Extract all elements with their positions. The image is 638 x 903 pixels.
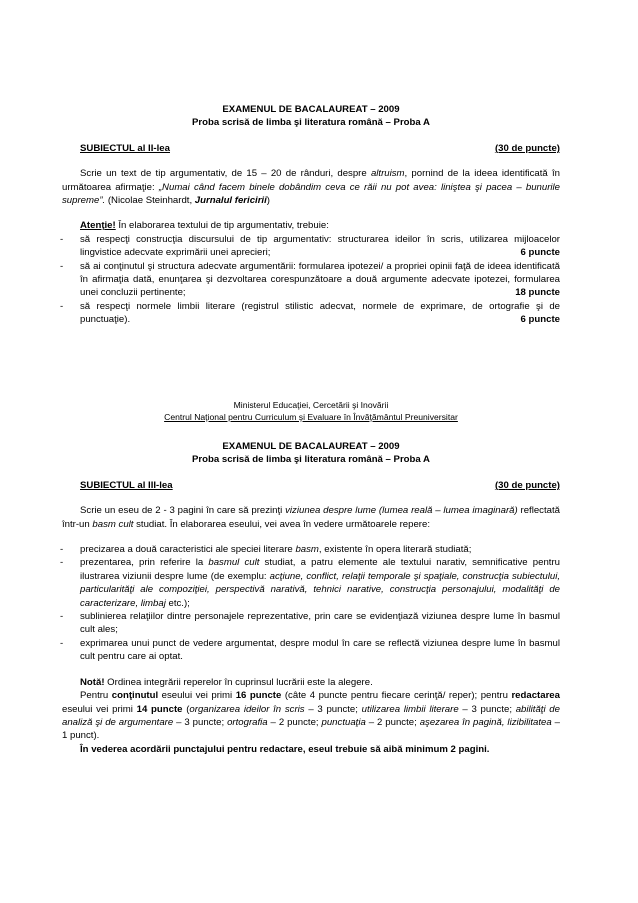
page-footer — [62, 399, 560, 423]
subject-points: (30 de puncte) — [494, 479, 560, 491]
subject-label: SUBIECTUL al III-lea — [80, 479, 173, 491]
list-item: - să respecţi construcţia discursului de tip argumentativ: structurarea ideilor în scris, utilizarea mijloacelor lingvistice adecvate exprimării unei aprecieri; 6 puncte — [62, 233, 560, 260]
list-item: - precizarea a două caracteristici ale speciei literare basm, existente în opera literară studiată; — [62, 543, 560, 556]
list-item: - exprimarea unui punct de vedere argumentat, despre modul în care se reflectă viziunea despre lume în basmul cult pentru care ai optat. — [62, 637, 560, 664]
requirements-list — [62, 233, 560, 327]
exam-subtitle: Proba scrisă de limba şi literatura română – Proba A — [192, 454, 430, 466]
center-line: Centrul Naţional pentru Curriculum şi Evaluare în Învăţământul Preuniversitar — [164, 412, 458, 422]
exam-title: EXAMENUL DE BACALAUREAT – 2009 — [222, 104, 400, 115]
ministry-line: Ministerul Educaţiei, Cercetării şi Inovării — [233, 400, 389, 410]
exam-title: EXAMENUL DE BACALAUREAT – 2009 — [222, 441, 400, 452]
subject-label: SUBIECTUL al II-lea — [80, 142, 170, 154]
section-subject-3 — [62, 440, 560, 756]
subject-header — [80, 142, 560, 155]
note: Notă! Ordinea integrării reperelor în cuprinsul lucrării este la alegere. — [80, 676, 373, 688]
exam-subtitle: Proba scrisă de limba şi literatura română – Proba A — [192, 117, 430, 129]
attention-note: Atenţie! În elaborarea textului de tip argumentativ, trebuie: — [80, 220, 329, 232]
subject-points: (30 de puncte) — [494, 142, 560, 154]
landmarks-list — [62, 543, 560, 664]
subject-header — [80, 479, 560, 492]
final-note: În vederea acordării punctajului pentru redactare, eseul trebuie să aibă minimum 2 pagini. — [80, 743, 490, 755]
list-item: - să ai conţinutul şi structura adecvate argumentării: formularea ipotezei/ a propriei opinii faţă de ideea identificată în afirmaţia dată, enunţarea şi dezvoltarea corespunzătoare a două argumente adecvate ipotezei, formularea unei concluzii pertinente; 18 puncte — [62, 260, 560, 300]
scoring-paragraph: Pentru conţinutul eseului vei primi 16 puncte (câte 4 puncte pentru fiecare cerinţă/ reper); pentru redactarea eseului vei primi 14 puncte (organizarea ideilor în scris – 3 puncte; utilizarea limbii literare – 3 puncte; abilităţi de analiză şi de argumentare – 3 puncte; ortografia – 2 puncte; punctuaţia – 2 puncte; aşezarea în pagină, lizibilitatea – 1 punct). — [62, 690, 560, 742]
list-item: - prezentarea, prin referire la basmul cult studiat, a patru elemente ale textului narativ, semnificative pentru ilustrarea viziunii despre lume (de exemplu: acţiune, conflict, relaţii temporale şi spaţiale, construcţia subiectului, particularităţi ale compoziţiei, perspectivă narativă, tehnici narative, construcţia personajului, modalităţi de caracterizare, limbaj etc.); — [62, 556, 560, 610]
section-subject-2 — [62, 103, 560, 327]
task-paragraph: Scrie un eseu de 2 - 3 pagini în care să prezinţi viziunea despre lume (lumea reală – lumea imaginară) reflectată într-un basm cult studiat. În elaborarea eseului, vei avea în vedere următoarele repere: — [62, 505, 560, 530]
task-paragraph: Scrie un text de tip argumentativ, de 15 – 20 de rânduri, despre altruism, pornind de la ideea identificată în următoarea afirmaţie: „Numai când facem binele dobândim ceva ce răii nu pot avea: liniştea şi pacea – bunurile supreme”. (Nicolae Steinhardt, Jurnalul fericirii) — [62, 168, 561, 207]
list-item: - sublinierea relaţiilor dintre personajele reprezentative, prin care se evidenţiază viziunea despre lume în basmul cult ales; — [62, 610, 560, 637]
list-item: - să respecţi normele limbii literare (registrul stilistic adecvat, normele de exprimare, de ortografie şi de punctuaţie). 6 puncte — [62, 300, 560, 327]
